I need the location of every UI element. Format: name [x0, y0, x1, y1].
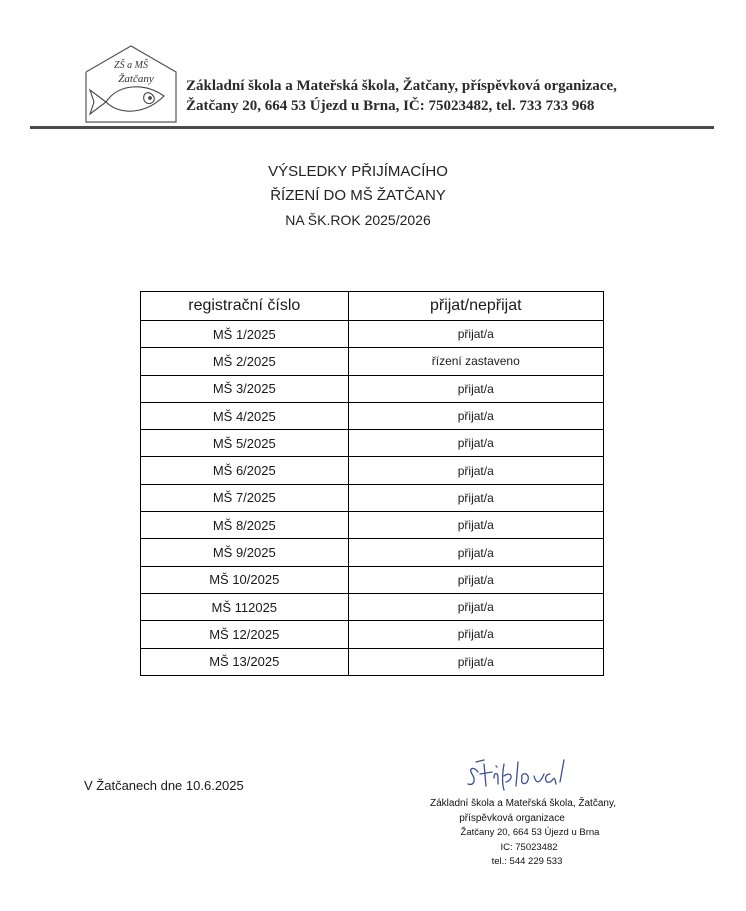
stamp-line2: příspěvková organizace — [459, 812, 565, 824]
registration-number: MŠ 12/2025 — [141, 621, 349, 648]
registration-number: MŠ 6/2025 — [141, 457, 349, 484]
results-table — [140, 291, 604, 676]
registration-number: MŠ 10/2025 — [141, 566, 349, 593]
registration-number: MŠ 1/2025 — [141, 321, 349, 348]
table-header-row — [141, 292, 604, 321]
school-stamp — [395, 797, 651, 870]
logo-top-text: ZŠ a MŠ — [114, 60, 148, 71]
handwritten-signature — [464, 756, 574, 792]
table-row — [141, 457, 604, 484]
registration-number: MŠ 13/2025 — [141, 648, 349, 675]
table-row — [141, 648, 604, 675]
stamp-line1: Základní škola a Mateřská škola, Žatčany, — [429, 798, 616, 809]
result-status: řízení zastaveno — [348, 348, 603, 375]
header-divider — [30, 126, 714, 129]
document-title — [0, 160, 716, 232]
column-header-result: přijat/nepřijat — [348, 292, 603, 321]
table-row — [141, 484, 604, 511]
result-status: přijat/a — [348, 375, 603, 402]
title-line2: ŘÍZENÍ DO MŠ ŽATČANY — [270, 187, 446, 204]
title-line3: NA ŠK.ROK 2025/2026 — [285, 212, 431, 228]
result-status: přijat/a — [348, 402, 603, 429]
title-line1: VÝSLEDKY PŘIJÍMACÍHO — [268, 163, 448, 180]
fish-icon — [90, 87, 164, 114]
result-status: přijat/a — [348, 539, 603, 566]
column-header-registration: registrační číslo — [141, 292, 349, 321]
result-status: přijat/a — [348, 512, 603, 539]
table-row — [141, 348, 604, 375]
table-row — [141, 539, 604, 566]
registration-number: MŠ 9/2025 — [141, 539, 349, 566]
table-row — [141, 375, 604, 402]
table-row — [141, 593, 604, 620]
letterhead-line1: Základní škola a Mateřská škola, Žatčany, příspěvková organizace, — [186, 78, 617, 94]
table-row — [141, 430, 604, 457]
letterhead-line2: Žatčany 20, 664 53 Újezd u Brna, IČ: 75023482, tel. 733 733 968 — [186, 98, 595, 114]
letterhead — [186, 76, 617, 116]
table-row — [141, 321, 604, 348]
stamp-line5: tel.: 544 229 533 — [491, 856, 563, 867]
result-status: přijat/a — [348, 484, 603, 511]
stamp-line4: IC: 75023482 — [500, 841, 558, 853]
registration-number: MŠ 8/2025 — [141, 512, 349, 539]
registration-number: MŠ 2/2025 — [141, 348, 349, 375]
result-status: přijat/a — [348, 321, 603, 348]
logo-bottom-text: Žatčany — [118, 73, 154, 85]
result-status: přijat/a — [348, 430, 603, 457]
result-status: přijat/a — [348, 593, 603, 620]
table-row — [141, 512, 604, 539]
table-row — [141, 621, 604, 648]
table-row — [141, 566, 604, 593]
registration-number: MŠ 5/2025 — [141, 430, 349, 457]
registration-number: MŠ 3/2025 — [141, 375, 349, 402]
registration-number: MŠ 7/2025 — [141, 484, 349, 511]
school-logo — [84, 44, 178, 124]
table-row — [141, 402, 604, 429]
place-and-date: V Žatčanech dne 10.6.2025 — [84, 778, 244, 793]
stamp-line3: Žatčany 20, 664 53 Újezd u Brna — [460, 827, 600, 838]
result-status: přijat/a — [348, 621, 603, 648]
registration-number: MŠ 112025 — [141, 593, 349, 620]
result-status: přijat/a — [348, 566, 603, 593]
registration-number: MŠ 4/2025 — [141, 402, 349, 429]
result-status: přijat/a — [348, 457, 603, 484]
result-status: přijat/a — [348, 648, 603, 675]
